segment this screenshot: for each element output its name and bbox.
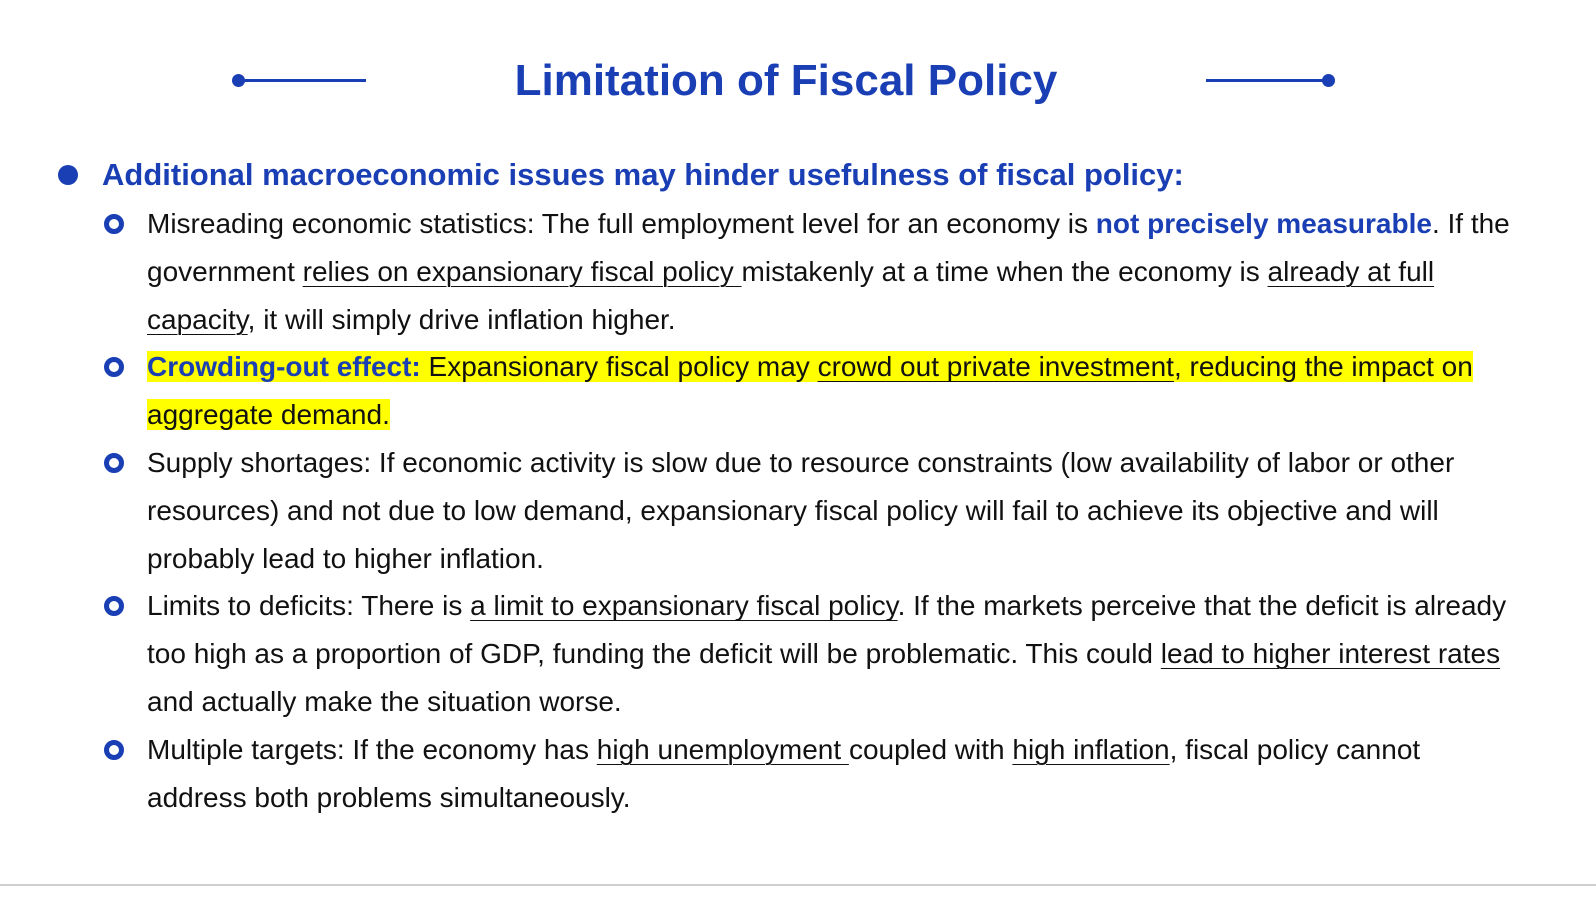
underlined-text: crowd out private investment	[817, 351, 1174, 383]
main-heading: Additional macroeconomic issues may hinder usefulness of fiscal policy:	[102, 157, 1184, 192]
right-line-ornament	[1206, 79, 1330, 82]
left-line-ornament	[236, 79, 366, 82]
list-item-crowding-out	[102, 343, 1522, 439]
underlined-text: high inflation	[1012, 733, 1170, 765]
ring-bullet-icon	[104, 357, 124, 377]
item-text: , fiscal policy cannot address both problems simultaneously.	[147, 733, 1421, 813]
list-item-misreading-statistics	[102, 200, 1522, 343]
item-text: Misreading economic statistics: The full employment level for an economy is	[147, 208, 1096, 239]
list-item-limits-to-deficits	[102, 582, 1522, 725]
item-text: Multiple targets: If the economy has	[147, 733, 597, 765]
ring-bullet-icon	[104, 740, 124, 760]
underlined-text: already at full capacity	[147, 255, 1435, 335]
item-text: coupled with	[848, 733, 1013, 765]
item-text: Limits to deficits: There is	[147, 590, 471, 622]
ring-bullet-icon	[104, 214, 124, 234]
page-title: Limitation of Fiscal Policy	[514, 56, 1058, 105]
item-text: , reducing the impact on aggregate demand.	[147, 351, 1473, 431]
item-text: and actually make the situation worse.	[147, 685, 622, 717]
item-text: mistakenly at a time when the economy is	[741, 255, 1268, 287]
underlined-text: relies on expansionary fiscal policy	[302, 255, 742, 287]
underlined-text: high unemployment	[596, 733, 849, 765]
item-text: Expansionary fiscal policy may	[420, 351, 818, 383]
list-item-multiple-targets	[102, 726, 1522, 822]
filled-circle-bullet-icon	[58, 165, 78, 185]
main-bullet-row	[56, 152, 1576, 198]
item-text: . If the government	[147, 208, 1510, 287]
underlined-text: lead to higher interest rates	[1160, 638, 1501, 670]
bottom-divider	[0, 884, 1596, 886]
emphasis-text: not precisely measurable	[1095, 208, 1432, 239]
underlined-text: a limit to expansionary fiscal policy	[470, 590, 898, 622]
emphasis-text: Crowding-out effect:	[147, 351, 421, 383]
item-text: , it will simply drive inflation higher.	[247, 303, 676, 335]
ring-bullet-icon	[104, 453, 124, 473]
item-text: . If the markets perceive that the deficit is already too high as a proportion of GDP, funding the deficit will be problematic. This could	[147, 590, 1507, 670]
limitations-list	[102, 200, 1522, 821]
title-row	[0, 50, 1596, 112]
list-item-supply-shortages	[102, 439, 1522, 582]
ring-bullet-icon	[104, 596, 124, 616]
right-dot-ornament	[1322, 74, 1335, 87]
item-text: Supply shortages: If economic activity is slow due to resource constraints (low availability of labor or other resources) and not due to low demand, expansionary fiscal policy will fail to achieve its objective and will probably lead to higher inflation.	[147, 446, 1455, 574]
